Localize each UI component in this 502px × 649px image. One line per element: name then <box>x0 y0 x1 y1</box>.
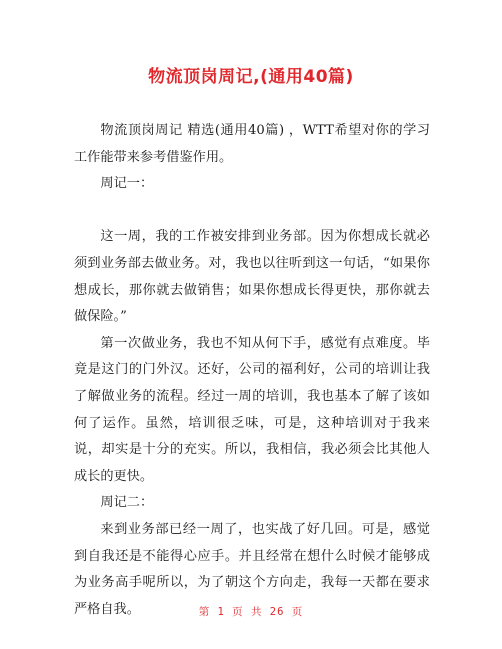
section-heading-week1: 周记一： <box>100 176 154 192</box>
body-paragraph: 来到业务部已经一周了，也实战了好几回。可是，感觉到自我还是不能得心应手。并且经常在想什么时候才能够成为业务高手呢所以，为了朝这个方向走，我每一天都在要求严格自我。 <box>74 521 430 617</box>
body-paragraph: 第一次做业务，我也不知从何下手，感觉有点难度。毕竟是这门的门外汉。还好，公司的福利好，公司的培训让我了解做业务的流程。经过一周的培训，我也基本了解了该如何了运作。虽然，培训很乏味，可是，这种培训对于我来说，却实是十分的充实。所以，我相信，我必须会比其他人成长的更快。 <box>74 335 430 484</box>
document-body <box>74 118 430 623</box>
body-paragraph: 这一周，我的工作被安排到业务部。因为你想成长就必须到业务部去做业务。对，我也以往听到这一句话，“如果你想成长，那你就去做销售；如果你想成长得更快，那你就去做保险。” <box>74 229 430 325</box>
section-heading-week2: 周记二： <box>100 495 154 511</box>
document-title: 物流顶岗周记,(通用40篇) <box>148 67 354 87</box>
page-number-footer: 第 1 页 共 26 页 <box>198 606 304 618</box>
intro-paragraph: 物流顶岗周记 精选(通用40篇) ，WTT希望对你的学习工作能带来参考借鉴作用。 <box>74 123 430 165</box>
